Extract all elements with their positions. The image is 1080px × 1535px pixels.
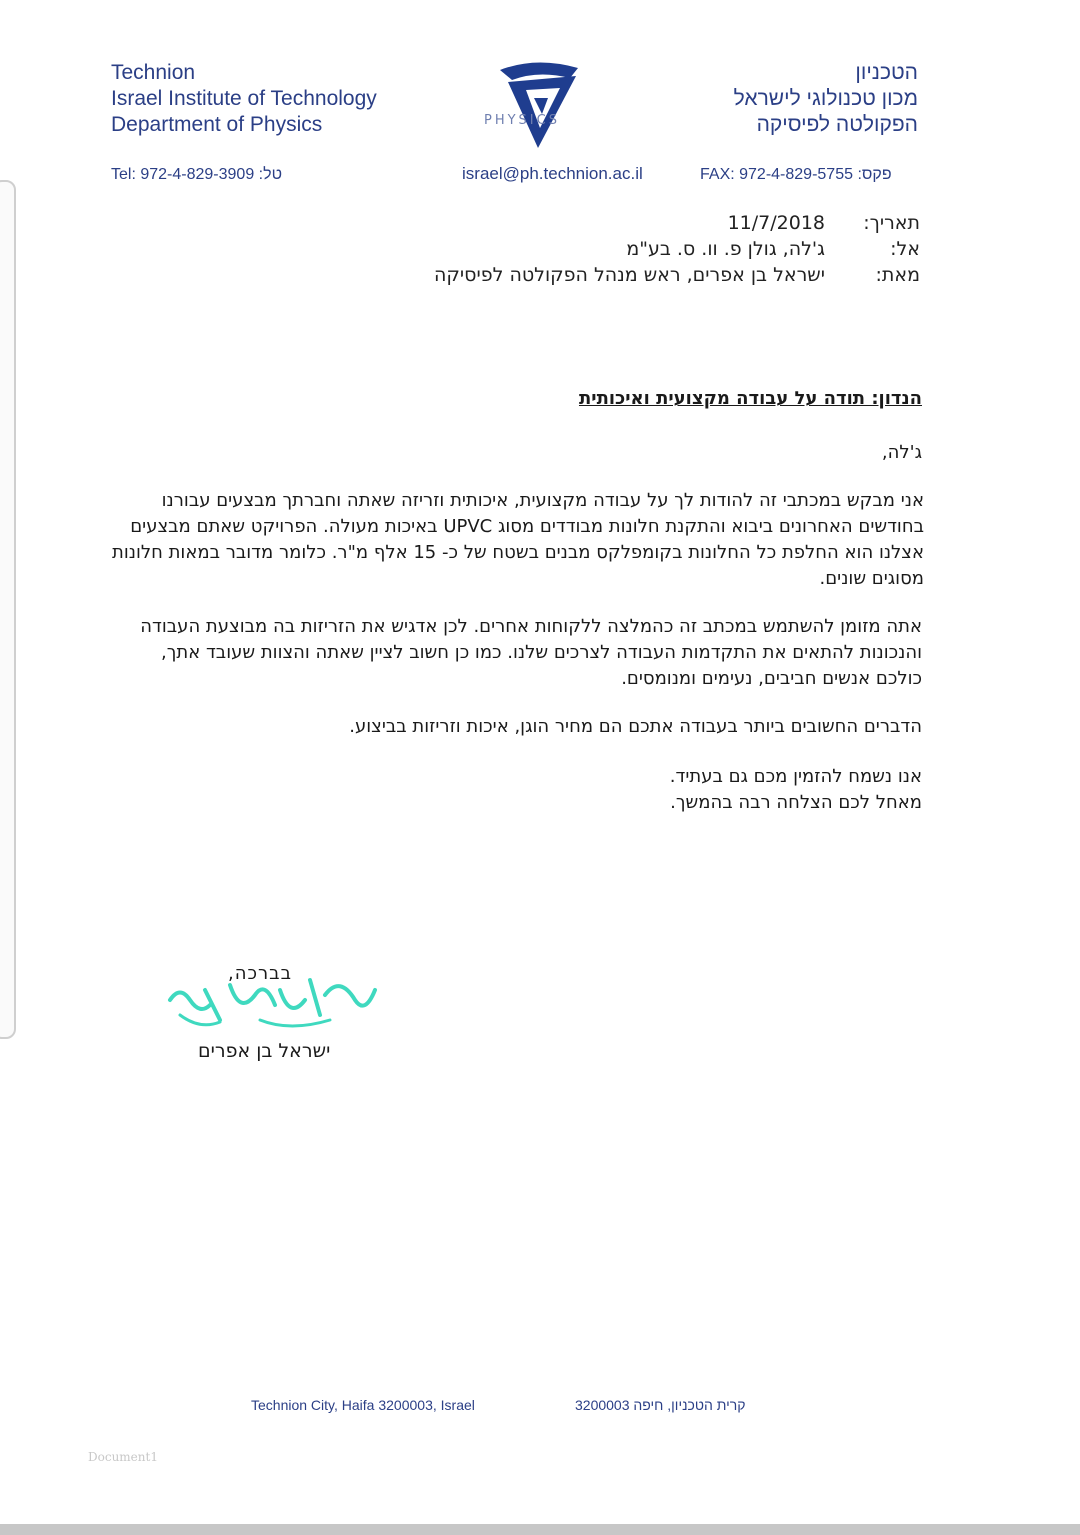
letterhead-hebrew xyxy=(734,60,918,138)
department-name: Department of Physics xyxy=(111,113,323,136)
logo-text: PHYSICS xyxy=(484,113,560,128)
email-address: israel@ph.technion.ac.il xyxy=(462,164,643,183)
to-label: אל: xyxy=(890,238,920,260)
phone-number: Tel: 972-4-829-3909 :טל xyxy=(111,166,283,183)
paragraph-1: אני מבקש במכתבי זה להודות לך על עבודה מקצועית, איכותית וזריזה שאתה וחברתך מבצעים עבורנו בחודשים האחרונים ביבוא והתקנת חלונות מבודדים מסוג UPVC באיכות מעולה. הפרויקט שאתם מבצעים אצלנו הוא החלפת כל החלונות בקומפלקס מבנים בשטח של כ- 15 אלף מ"ר. כלומר מדובר במאות חלונות מסוגים שונים. xyxy=(112,490,924,589)
closing-line-1: אנו נשמח להזמין מכם גם בעתיד. xyxy=(669,766,922,787)
subject-line: הנדון: תודה על עבודה מקצועית ואיכותית xyxy=(578,388,922,409)
institution-full-name-hebrew: מכון טכנולוגי לישראל xyxy=(733,87,918,110)
to-value: ג'לה, גולן פ. וו. ס. בע"מ xyxy=(626,238,825,260)
date-label: תאריך: xyxy=(863,212,920,234)
from-value: ישראל בן אפרים, ראש מנהל הפקולטה לפיסיקה xyxy=(434,264,825,286)
paragraph-2: אתה מזומן להשתמש במכתב זה כהמלצה ללקוחות אחרים. לכן אדגיש את הזריזות בה מבוצעת העבודה והנכונות להתאים את התקדמות העבודה לצרכים שלנו. כמו כן חשוב לציין שאתה והצוות שעובד אתך, כולכם אנשים חביבים, נעימים ומנומסים. xyxy=(140,616,922,689)
screen-edge-frame xyxy=(0,180,16,1039)
footer-address-english: Technion City, Haifa 3200003, Israel xyxy=(251,1397,475,1413)
regards-text: בברכה, xyxy=(228,963,292,984)
paragraph-3: הדברים החשובים ביותר בעבודה אתכם הם מחיר הוגן, איכות וזריזות בביצוע. xyxy=(349,716,922,737)
closing-line-2: מאחל לכם הצלחה רבה בהמשך. xyxy=(670,792,922,813)
department-name-hebrew: הפקולטה לפיסיקה xyxy=(756,113,918,136)
greeting: ג'לה, xyxy=(881,442,922,463)
footer-address-hebrew: קרית הטכניון, חיפה 3200003 xyxy=(575,1397,746,1413)
fax-number: FAX: 972-4-829-5755 :פקס xyxy=(700,166,892,183)
institution-name: Technion xyxy=(111,61,196,84)
from-label: מאת: xyxy=(875,264,920,286)
signer-name: ישראל בן אפרים xyxy=(198,1040,331,1062)
document-name: Document1 xyxy=(88,1450,158,1464)
date-value: 11/7/2018 xyxy=(727,212,825,234)
institution-name-hebrew: הטכניון xyxy=(855,61,918,84)
bottom-bar xyxy=(0,1524,1080,1535)
letterhead-english xyxy=(111,60,377,138)
institution-full-name: Israel Institute of Technology xyxy=(111,87,377,110)
physics-logo xyxy=(478,58,594,163)
